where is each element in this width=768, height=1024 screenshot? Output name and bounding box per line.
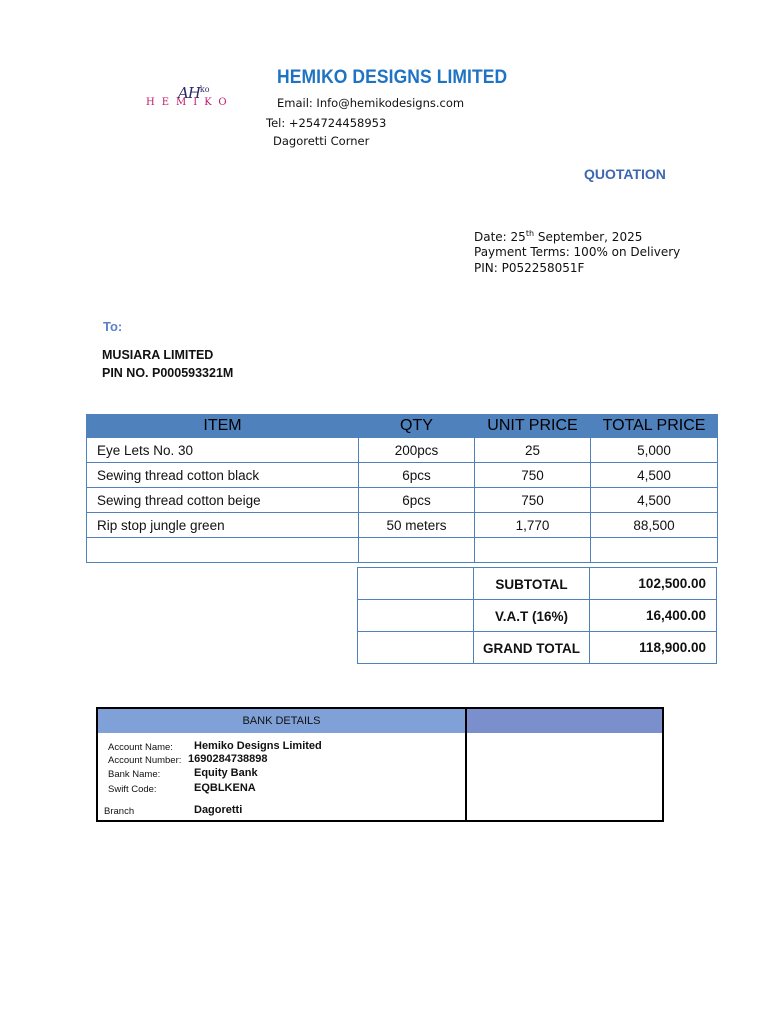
spacer-cell — [358, 632, 474, 664]
empty-cell — [359, 538, 475, 563]
item-cell: Sewing thread cotton black — [87, 463, 359, 488]
unit-price-cell: 25 — [475, 438, 591, 463]
company-name: HEMIKO DESIGNS LIMITED — [277, 67, 508, 88]
empty-cell — [591, 538, 718, 563]
company-tel: Tel: +254724458953 — [266, 116, 387, 130]
vat-label: V.A.T (16%) — [474, 600, 590, 632]
quote-date: Date: 25th September, 2025 — [474, 229, 643, 244]
item-cell: Rip stop jungle green — [87, 513, 359, 538]
unit-price-cell: 750 — [475, 463, 591, 488]
grand-total-value: 118,900.00 — [590, 632, 717, 664]
unit-price-cell: 750 — [475, 488, 591, 513]
bank-details-box — [96, 707, 664, 822]
grand-total-row — [358, 632, 717, 664]
spacer-cell — [358, 568, 474, 600]
total-price-cell: 4,500 — [591, 463, 718, 488]
bank-name-value: Equity Bank — [194, 767, 258, 779]
account-number-value: 1690284738898 — [188, 753, 268, 765]
table-row — [87, 513, 718, 538]
branch-label: Branch — [104, 806, 135, 817]
company-pin: PIN: P052258051F — [474, 261, 585, 275]
swift-code-label: Swift Code: — [108, 784, 157, 795]
total-price-cell: 88,500 — [591, 513, 718, 538]
subtotal-label: SUBTOTAL — [474, 568, 590, 600]
items-table — [86, 414, 718, 563]
header-qty: QTY — [359, 415, 475, 438]
qty-cell: 50 meters — [359, 513, 475, 538]
vat-value: 16,400.00 — [590, 600, 717, 632]
spacer-cell — [358, 600, 474, 632]
company-email: Email: Info@hemikodesigns.com — [277, 96, 465, 110]
header-total-price: TOTAL PRICE — [591, 415, 718, 438]
header-unit-price: UNIT PRICE — [475, 415, 591, 438]
item-cell: Sewing thread cotton beige — [87, 488, 359, 513]
qty-cell: 200pcs — [359, 438, 475, 463]
document-title: QUOTATION — [584, 166, 666, 182]
company-logo — [146, 84, 246, 110]
empty-cell — [87, 538, 359, 563]
payment-terms: Payment Terms: 100% on Delivery — [474, 245, 681, 259]
total-price-cell: 4,500 — [591, 488, 718, 513]
bank-name-label: Bank Name: — [108, 769, 161, 780]
table-row — [87, 488, 718, 513]
qty-cell: 6pcs — [359, 488, 475, 513]
table-row — [87, 463, 718, 488]
header-item: ITEM — [87, 415, 359, 438]
account-name-value: Hemiko Designs Limited — [194, 740, 322, 752]
bank-details-header-right — [467, 709, 662, 733]
item-cell: Eye Lets No. 30 — [87, 438, 359, 463]
table-row — [87, 438, 718, 463]
bank-divider — [465, 733, 467, 820]
to-label: To: — [103, 319, 123, 334]
unit-price-cell: 1,770 — [475, 513, 591, 538]
subtotal-value: 102,500.00 — [590, 568, 717, 600]
totals-table — [357, 567, 717, 664]
company-address: Dagoretti Corner — [273, 134, 370, 148]
grand-total-label: GRAND TOTAL — [474, 632, 590, 664]
client-pin: PIN NO. P000593321M — [102, 366, 234, 380]
empty-row — [87, 538, 718, 563]
logo-wordmark: HEMIKO — [146, 97, 234, 108]
vat-row — [358, 600, 717, 632]
branch-value: Dagoretti — [194, 804, 243, 816]
empty-cell — [475, 538, 591, 563]
logo-mark: $AH^{ko}$ — [178, 84, 210, 102]
swift-code-value: EQBLKENA — [194, 782, 256, 794]
subtotal-row — [358, 568, 717, 600]
bank-details-title: BANK DETAILS — [98, 709, 467, 733]
total-price-cell: 5,000 — [591, 438, 718, 463]
account-number-label: Account Number: — [108, 755, 182, 766]
items-header-row — [87, 415, 718, 438]
client-name: MUSIARA LIMITED — [102, 348, 214, 362]
qty-cell: 6pcs — [359, 463, 475, 488]
account-name-label: Account Name: — [108, 742, 173, 753]
